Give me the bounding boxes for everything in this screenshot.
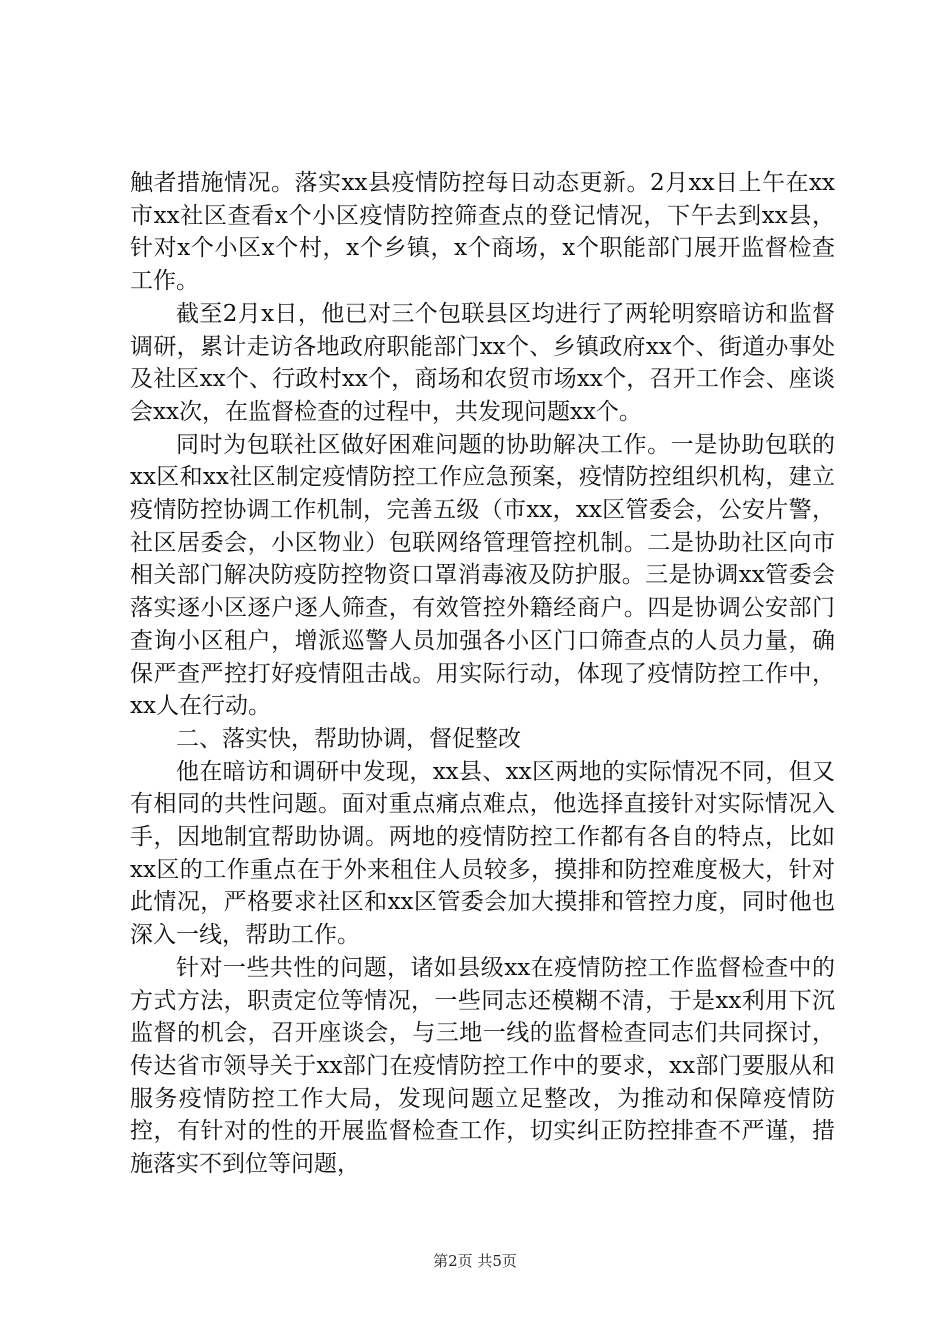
document-body (130, 167, 835, 1181)
paragraph-community-assistance: 同时为包联社区做好困难问题的协助解决工作。一是协助包联的xx区和xx社区制定疫情防控工作应急预案，疫情防控组织机构，建立疫情防控协调工作机制，完善五级（市xx，xx区管委会，公安片警，社区居委会，小区物业）包联网络管理管控机制。二是协助社区向市相关部门解决防疫防控物资口罩消毒液及防护服。三是协调xx管委会落实逐小区逐户逐人筛查，有效管控外籍经商户。四是协调公安部门查询小区租户，增派巡警人员加强各小区门口筛查点的人员力量，确保严查严控打好疫情阻击战。用实际行动，体现了疫情防控工作中，xx人在行动。 (130, 431, 835, 720)
page-footer: 第2页 共5页 (433, 1252, 517, 1270)
paragraph-inspection-summary: 截至2月x日，他已对三个包联县区均进行了两轮明察暗访和监督调研，累计走访各地政府职能部门xx个、乡镇政府xx个、街道办事处及社区xx个、行政村xx个，商场和农贸市场xx个，召开工作会、座谈会xx次，在监督检查的过程中，共发现问题xx个。 (130, 300, 835, 425)
paragraph-continuation: 触者措施情况。落实xx县疫情防控每日动态更新。2月xx日上午在xx市xx社区查看x个小区疫情防控筛查点的登记情况，下午去到xx县，针对x个小区x个村，x个乡镇，x个商场，x个职能部门展开监督检查工作。 (130, 170, 835, 295)
section-heading: 二、落实快，帮助协调，督促整改 (176, 725, 521, 752)
paragraph-field-findings: 他在暗访和调研中发现，xx县、xx区两地的实际情况不同，但又有相同的共性问题。面对重点痛点难点，他选择直接针对实际情况入手，因地制宜帮助协调。两地的疫情防控工作都有各自的特点，比如xx区的工作重点在于外来租住人员较多，摸排和防控难度极大，针对此情况，严格要求社区和xx区管委会加大摸排和管控力度，同时他也深入一线，帮助工作。 (130, 758, 835, 949)
paragraph-common-issues: 针对一些共性的问题，诸如县级xx在疫情防控工作监督检查中的方式方法，职责定位等情况，一些同志还模糊不清，于是xx利用下沉监督的机会，召开座谈会，与三地一线的监督检查同志们共同探讨，传达省市领导关于xx部门在疫情防控工作中的要求，xx部门要服从和服务疫情防控工作大局，发现问题立足整改，为推动和保障疫情防控，有针对的性的开展监督检查工作，切实纠正防控排查不严谨，措施落实不到位等问题， (130, 954, 835, 1178)
